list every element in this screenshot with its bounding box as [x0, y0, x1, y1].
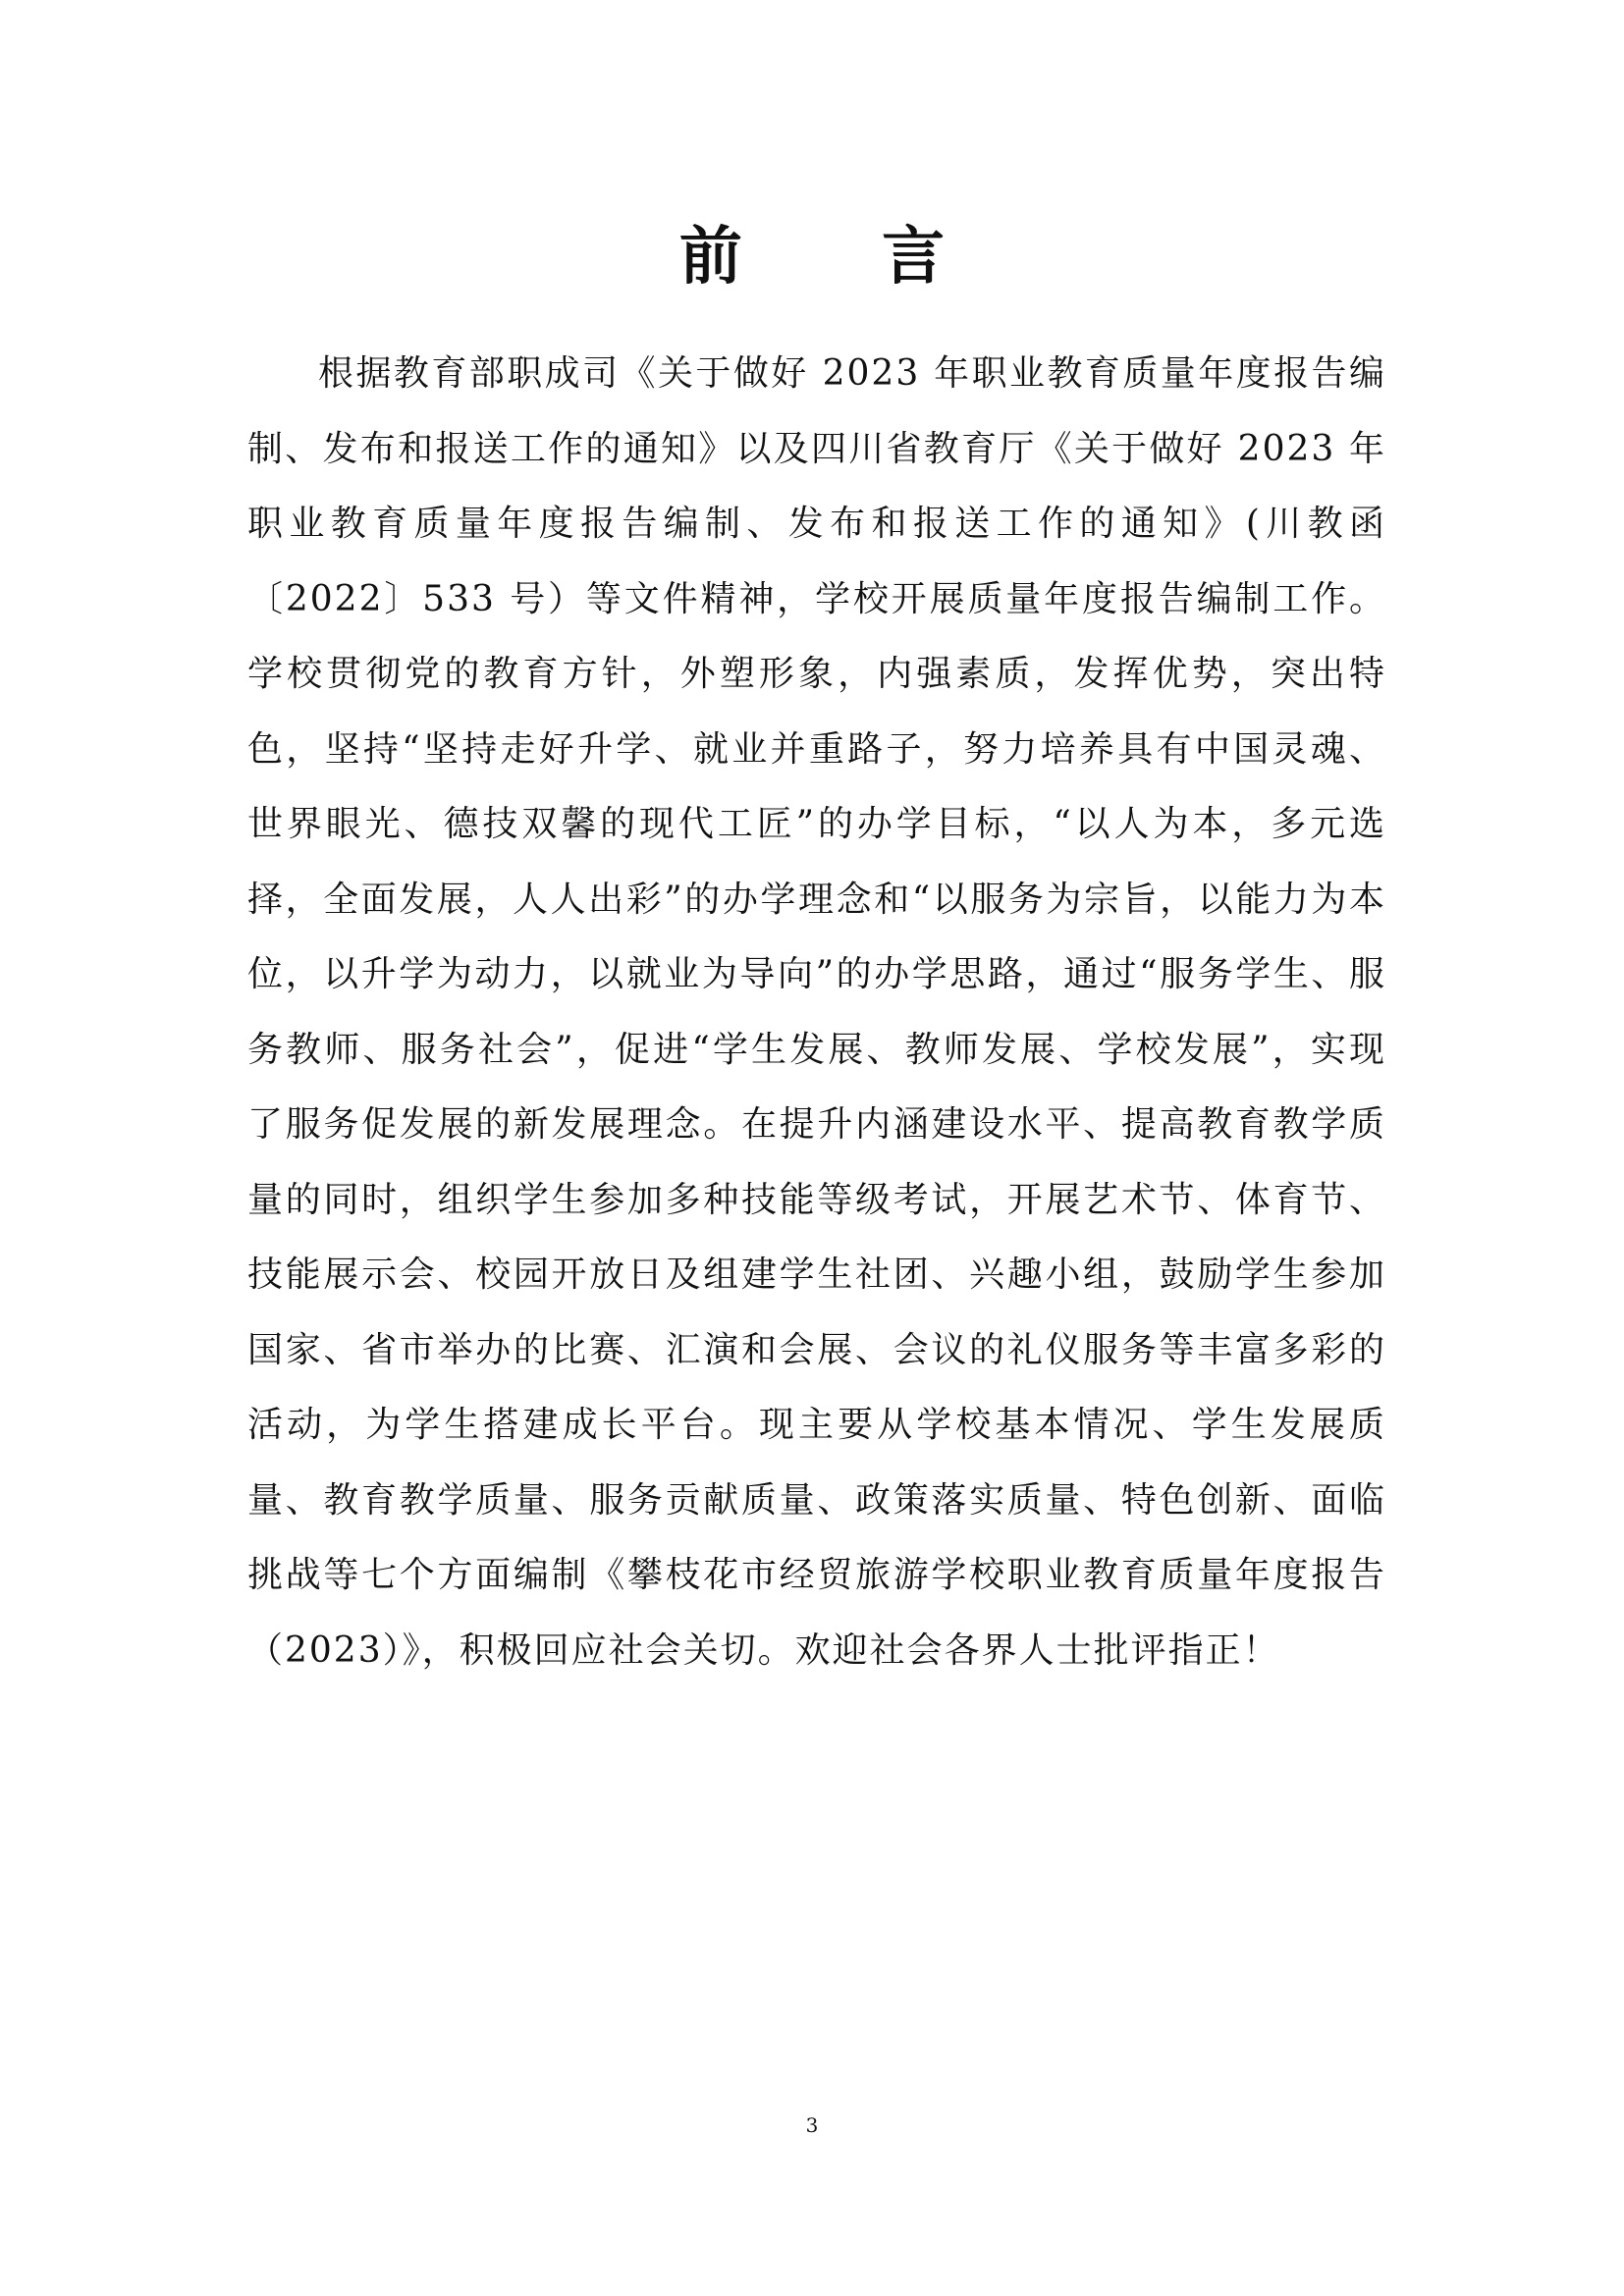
preface-paragraph: 根据教育部职成司《关于做好 2023 年职业教育质量年度报告编制、发布和报送工作的通知》以及四川省教育厅《关于做好 2023 年职业教育质量年度报告编制、发布和报送工作的通知》(川教函〔2022〕533 号）等文件精神，学校开展质量年度报告编制工作。学校贯彻党的教育方针，外塑形象，内强素质，发挥优势，突出特色，坚持“坚持走好升学、就业并重路子，努力培养具有中国灵魂、世界眼光、德技双馨的现代工匠”的办学目标，“以人为本，多元选择，全面发展，人人出彩”的办学理念和“以服务为宗旨，以能力为本位，以升学为动力，以就业为导向”的办学思路，通过“服务学生、服务教师、服务社会”，促进“学生发展、教师发展、学校发展”，实现了服务促发展的新发展理念。在提升内涵建设水平、提高教育教学质量的同时，组织学生参加多种技能等级考试，开展艺术节、体育节、技能展示会、校园开放日及组建学生社团、兴趣小组，鼓励学生参加国家、省市举办的比赛、汇演和会展、会议的礼仪服务等丰富多彩的活动，为学生搭建成长平台。现主要从学校基本情况、学生发展质量、教育教学质量、服务贡献质量、政策落实质量、特色创新、面临挑战等七个方面编制《攀枝花市经贸旅游学校职业教育质量年度报告（2023）》，积极回应社会关切。欢迎社会各界人士批评指正！	[247, 353, 1386, 1671]
page-number: 3	[805, 2113, 819, 2137]
page-title: 前 言	[678, 220, 1004, 294]
